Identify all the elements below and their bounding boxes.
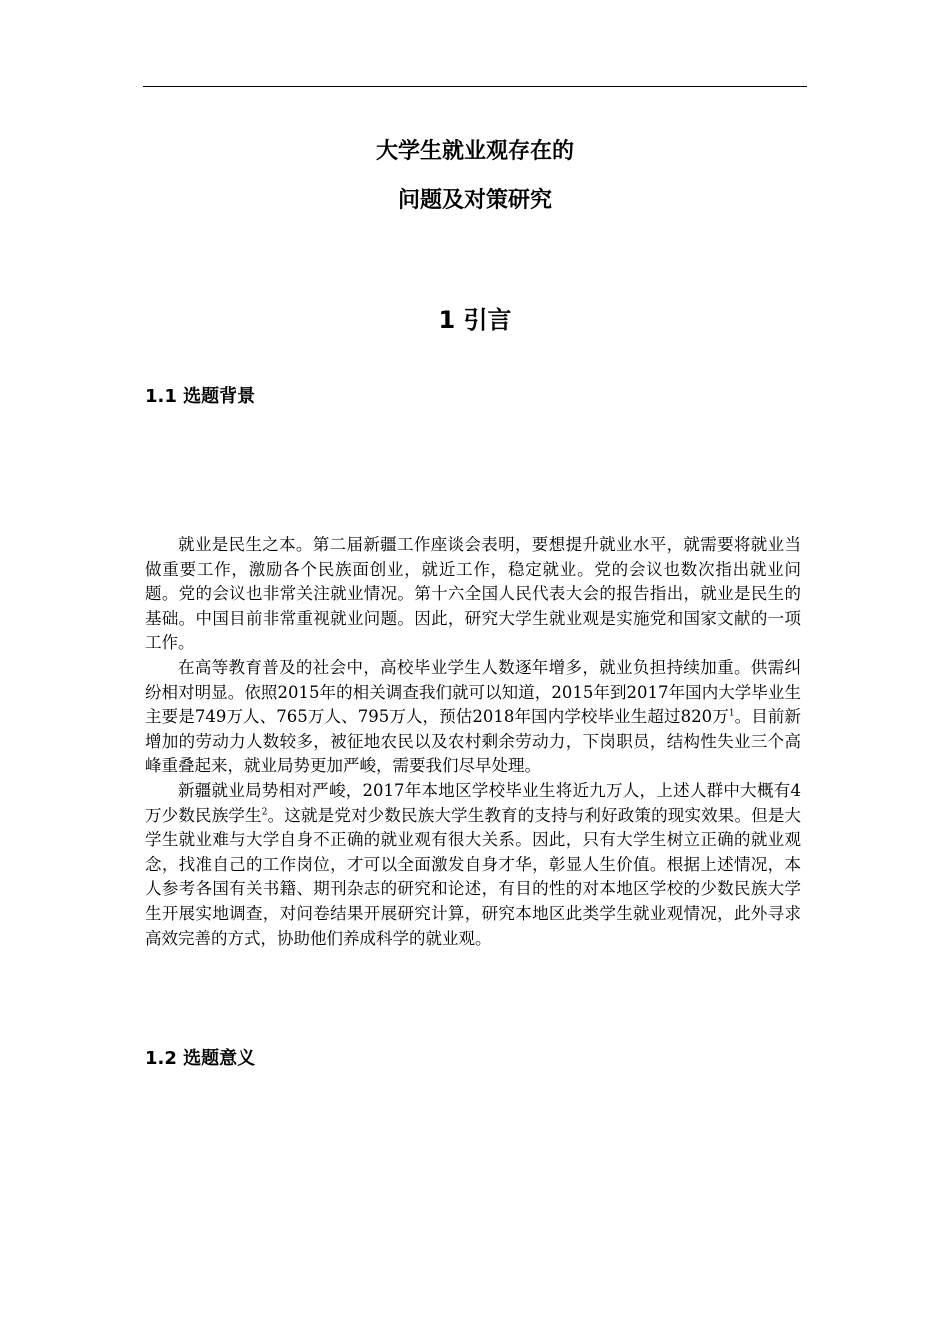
paragraph-3-text-a: 新疆就业局势相对严峻，2017年本地区学校毕业生将近九万人，上述人群中大概有4万少数民族学生 [145, 780, 801, 825]
body-text [145, 533, 801, 951]
section-heading-background: 1.1 选题背景 [145, 386, 256, 407]
header-rule [143, 86, 807, 87]
document-title-line1: 大学生就业观存在的 [375, 139, 574, 164]
paragraph-3-text-b: 。这就是党对少数民族大学生教育的支持与利好政策的现实效果。但是大学生就业难与大学自身不正确的就业观有很大关系。因此，只有大学生树立正确的就业观念，找准自己的工作岗位，才可以全面激发自身才华，彰显人生价值。根据上述情况，本人参考各国有关书籍、期刊杂志的研究和论述，有目的性的对本地区学校的少数民族大学生开展实地调查，对问卷结果开展研究计算，研究本地区此类学生就业观情况，此外寻求高效完善的方式，协助他们养成科学的就业观。 [145, 805, 802, 948]
footnote-ref-2: 2 [261, 807, 268, 818]
section-heading-significance: 1.2 选题意义 [145, 1048, 256, 1069]
footnote-ref-1: 1 [728, 708, 735, 719]
document-title-line2: 问题及对策研究 [397, 188, 552, 213]
paragraph-3 [145, 779, 801, 951]
paragraph-2-text-b: 。目前新增加的劳动力人数较多，被征地农民以及农村剩余劳动力，下岗职员，结构性失业三个高峰重叠起来，就业局势更加严峻，需要我们尽早处理。 [145, 707, 802, 776]
chapter-heading: 1 引言 [438, 306, 512, 334]
paragraph-1 [145, 533, 801, 656]
paragraph-2 [145, 656, 801, 779]
paragraph-1-text: 就业是民生之本。第二届新疆工作座谈会表明，要想提升就业水平，就需要将就业当做重要工作，激励各个民族面创业，就近工作，稳定就业。党的会议也数次指出就业问题。党的会议也非常关注就业情况。第十六全国人民代表大会的报告指出，就业是民生的基础。中国目前非常重视就业问题。因此，研究大学生就业观是实施党和国家文献的一项工作。 [145, 535, 801, 653]
paragraph-2-text-a: 在高等教育普及的社会中，高校毕业学生人数逐年增多，就业负担持续加重。供需纠纷相对明显。依照2015年的相关调查我们就可以知道，2015年到2017年国内大学毕业生主要是749万人、765万人、795万人，预估2018年国内学校毕业生超过820万 [145, 657, 801, 727]
